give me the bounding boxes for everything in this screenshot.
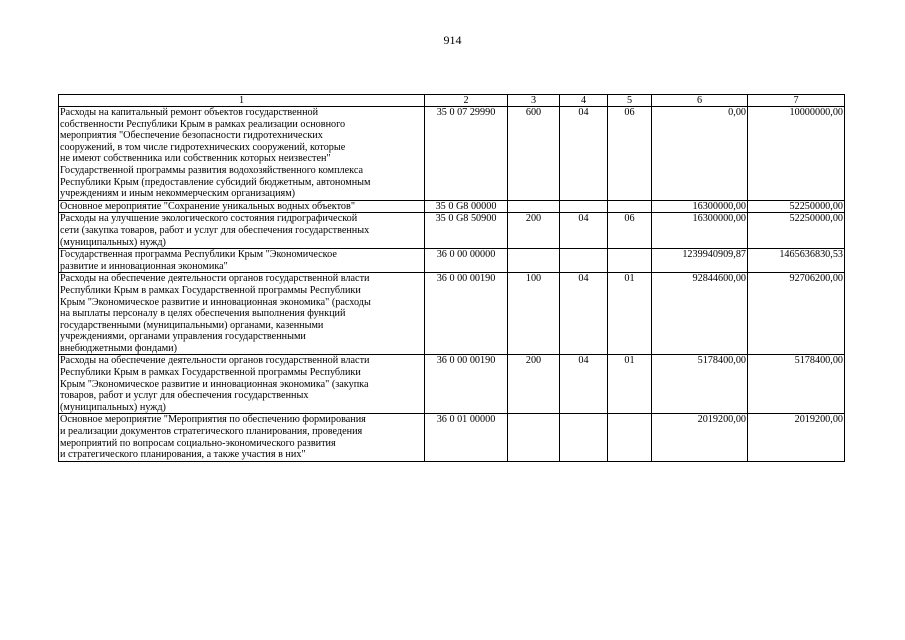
expense-type: 100: [508, 273, 560, 355]
subsection-code: [608, 200, 652, 213]
description-line: не имеют собственника или собственник которых неизвестен": [60, 153, 331, 165]
target-code: 35 0 07 29990: [425, 107, 508, 201]
description-line: Республики Крым (предоставление субсидий бюджетным, автономным: [60, 176, 371, 188]
amount-year-1: 2019200,00: [652, 414, 748, 461]
table-row: [59, 107, 845, 201]
subsection-code: [608, 414, 652, 461]
amount-year-2: 52250000,00: [748, 213, 845, 249]
amount-year-1: 16300000,00: [652, 213, 748, 249]
description-line: мероприятия "Обеспечение безопасности гидротехнических: [60, 130, 323, 142]
expense-type: 200: [508, 355, 560, 414]
section-code: 04: [560, 213, 608, 249]
col-header-3: 3: [508, 95, 560, 107]
description-line: Расходы на обеспечение деятельности органов государственной власти: [60, 273, 370, 285]
description-line: Крым "Экономическое развитие и инновационная экономика" (закупка: [60, 378, 369, 390]
description-line: Государственная программа Республики Крым "Экономическое: [60, 249, 337, 261]
row-description: [59, 249, 425, 273]
col-header-7: 7: [748, 95, 845, 107]
description-line: на выплаты персоналу в целях обеспечения выполнения функций: [60, 308, 346, 320]
col-header-2: 2: [425, 95, 508, 107]
table-row: [59, 414, 845, 461]
amount-year-2: 5178400,00: [748, 355, 845, 414]
target-code: 36 0 01 00000: [425, 414, 508, 461]
description-line: государственными (муниципальными) органами, казенными: [60, 319, 324, 331]
description-line: Расходы на обеспечение деятельности органов государственной власти: [60, 355, 370, 367]
amount-year-1: 1239940909,87: [652, 249, 748, 273]
col-header-6: 6: [652, 95, 748, 107]
section-code: [560, 249, 608, 273]
row-description: [59, 200, 425, 213]
expense-type: [508, 200, 560, 213]
description-line: Государственной программы развития водохозяйственного комплекса: [60, 164, 364, 176]
subsection-code: 01: [608, 355, 652, 414]
row-description: [59, 273, 425, 355]
subsection-code: 06: [608, 213, 652, 249]
header-row: [59, 95, 845, 107]
table-row: [59, 273, 845, 355]
description-line: Расходы на улучшение экологического состояния гидрографической: [60, 213, 358, 225]
section-code: 04: [560, 273, 608, 355]
amount-year-2: 52250000,00: [748, 200, 845, 213]
expense-type: 200: [508, 213, 560, 249]
expense-type: [508, 414, 560, 461]
subsection-code: [608, 249, 652, 273]
amount-year-1: 16300000,00: [652, 200, 748, 213]
description-line: мероприятий по вопросам социально-экономического развития: [60, 437, 336, 449]
row-description: [59, 107, 425, 201]
description-line: Основное мероприятие "Мероприятия по обеспечению формирования: [60, 414, 366, 426]
target-code: 36 0 00 00000: [425, 249, 508, 273]
amount-year-2: 92706200,00: [748, 273, 845, 355]
description-line: развитие и инновационная экономика": [60, 260, 228, 272]
description-line: собственности Республики Крым в рамках реализации основного: [60, 118, 346, 130]
budget-table: [58, 94, 845, 462]
page-number: 914: [443, 33, 462, 47]
description-line: Основное мероприятие "Сохранение уникальных водных объектов": [60, 200, 355, 212]
subsection-code: 01: [608, 273, 652, 355]
description-line: учреждениями, органами управления государственными: [60, 331, 306, 343]
target-code: 36 0 00 00190: [425, 355, 508, 414]
description-line: Крым "Экономическое развитие и инновационная экономика" (расходы: [60, 296, 371, 308]
description-line: (муниципальных) нужд): [60, 401, 166, 413]
col-header-4: 4: [560, 95, 608, 107]
section-code: [560, 200, 608, 213]
expense-type: 600: [508, 107, 560, 201]
target-code: 35 0 G8 50900: [425, 213, 508, 249]
description-line: Расходы на капитальный ремонт объектов государственной: [60, 107, 319, 118]
section-code: 04: [560, 107, 608, 201]
amount-year-1: 0,00: [652, 107, 748, 201]
row-description: [59, 213, 425, 249]
target-code: 35 0 G8 00000: [425, 200, 508, 213]
amount-year-2: 10000000,00: [748, 107, 845, 201]
amount-year-1: 5178400,00: [652, 355, 748, 414]
section-code: 04: [560, 355, 608, 414]
description-line: сооружений, в том числе гидротехнических сооружений, которые: [60, 141, 346, 153]
row-description: [59, 414, 425, 461]
description-line: сети (закупка товаров, работ и услуг для обеспечения государственных: [60, 224, 370, 236]
section-code: [560, 414, 608, 461]
description-line: и реализации документов стратегического планирования, проведения: [60, 426, 363, 438]
amount-year-1: 92844600,00: [652, 273, 748, 355]
description-line: внебюджетными фондами): [60, 342, 178, 354]
col-header-5: 5: [608, 95, 652, 107]
description-line: и стратегического планирования, а также участия в них": [60, 449, 306, 461]
description-line: Республики Крым в рамках Государственной программы Республики: [60, 367, 361, 379]
table-row: [59, 355, 845, 414]
table-row: [59, 213, 845, 249]
description-line: товаров, работ и услуг для обеспечения государственных: [60, 390, 309, 402]
description-line: учреждениям и иным некоммерческим организациям): [60, 188, 296, 200]
amount-year-2: 1465636830,53: [748, 249, 845, 273]
description-line: Республики Крым в рамках Государственной программы Республики: [60, 284, 361, 296]
col-header-1: 1: [59, 95, 425, 107]
row-description: [59, 355, 425, 414]
subsection-code: 06: [608, 107, 652, 201]
target-code: 36 0 00 00190: [425, 273, 508, 355]
amount-year-2: 2019200,00: [748, 414, 845, 461]
expense-type: [508, 249, 560, 273]
table-row: [59, 249, 845, 273]
description-line: (муниципальных) нужд): [60, 236, 166, 248]
table-row: [59, 200, 845, 213]
